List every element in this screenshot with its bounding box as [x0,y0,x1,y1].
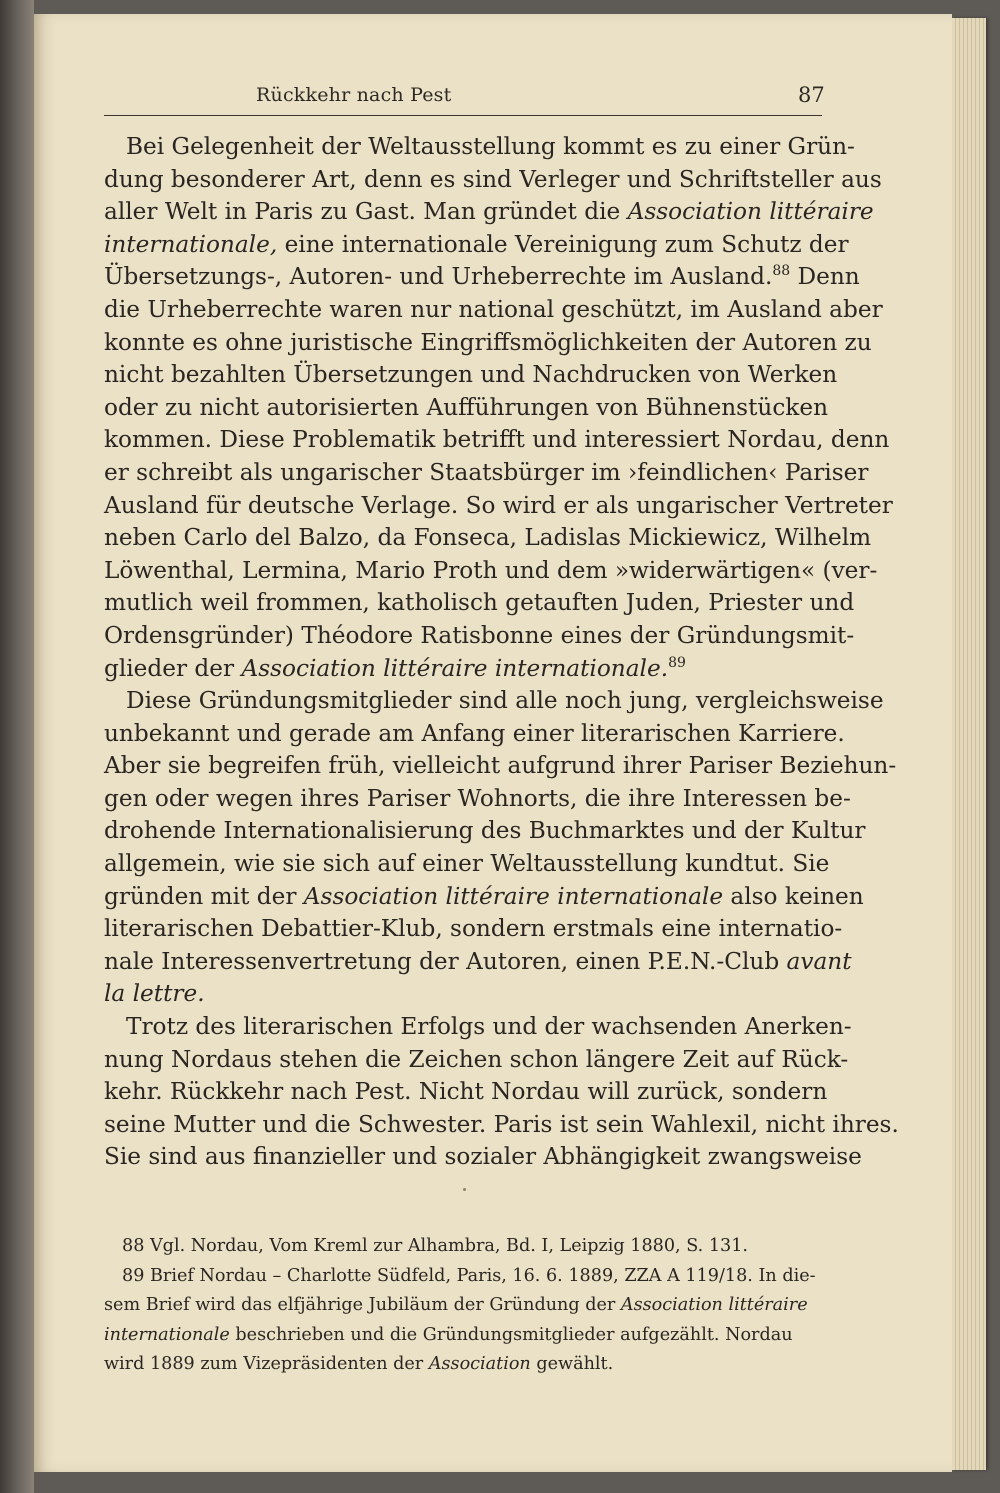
body-line: Aber sie begreifen früh, vielleicht aufgrund ihrer Pariser Beziehun- [104,752,897,780]
body-line: internationale, eine internationale Vereinigung zum Schutz der [104,230,849,258]
body-line: glieder der Association littéraire internationale.$^{89}$ [104,654,686,682]
footnote-89-line: sem Brief wird das elfjährige Jubiläum der Gründung der Association littéraire [104,1295,808,1315]
footnote-89-line: 89 Brief Nordau – Charlotte Südfeld, Paris, 16. 6. 1889, ZZA A 119/18. In die- [122,1265,816,1286]
body-line: Trotz des literarischen Erfolgs und der wachsenden Anerken- [126,1013,852,1041]
body-line: mutlich weil frommen, katholisch getauften Juden, Priester und [104,589,855,617]
body-line: er schreibt als ungarischer Staatsbürger im ›feindlichen‹ Pariser [104,458,869,486]
body-line: Löwenthal, Lermina, Mario Proth und dem »widerwärtigen« (ver- [104,556,878,584]
body-line: Übersetzungs-, Autoren- und Urheberrechte im Ausland.$^{88}$ Denn [104,263,860,291]
body-line: dung besonderer Art, denn es sind Verleger und Schriftsteller aus [104,165,882,193]
body-line: la lettre. [104,980,205,1008]
body-line: nicht bezahlten Übersetzungen und Nachdrucken von Werken [104,361,838,389]
body-line: konnte es ohne juristische Eingriffsmöglichkeiten der Autoren zu [104,328,872,356]
body-line: die Urheberrechte waren nur national geschützt, im Ausland aber [104,295,883,323]
body-line: seine Mutter und die Schwester. Paris ist sein Wahlexil, nicht ihres. [104,1110,899,1138]
body-line: Ordensgründer) Théodore Ratisbonne eines der Gründungsmit- [104,621,855,649]
footnote-ref-89: 89 [668,654,686,671]
body-text [104,131,899,1174]
body-line: neben Carlo del Balzo, da Fonseca, Ladislas Mickiewicz, Wilhelm [104,524,872,552]
body-line: nale Interessenvertretung der Autoren, einen P.E.N.-Club avant [104,947,852,975]
running-title: Rückkehr nach Pest [256,84,452,106]
footnote-89-line: wird 1889 zum Vizepräsidenten der Association gewählt. [104,1354,614,1374]
body-line: Ausland für deutsche Verlage. So wird er als ungarischer Vertreter [104,491,893,519]
body-line: drohende Internationalisierung des Buchmarktes und der Kultur [104,817,866,845]
body-line: oder zu nicht autorisierten Aufführungen von Bühnenstücken [104,393,829,421]
body-line: gen oder wegen ihres Pariser Wohnorts, die ihre Interessen be- [104,784,851,812]
page-stack-edge [952,18,986,1470]
body-line: Bei Gelegenheit der Weltausstellung kommt es zu einer Grün- [126,133,855,160]
body-line: aller Welt in Paris zu Gast. Man gründet die Association littéraire [104,198,874,226]
footnotes [104,1232,822,1380]
footnote-ref-88: 88 [772,263,791,280]
body-line: allgemein, wie sie sich auf einer Weltausstellung kundtut. Sie [104,850,830,878]
page-number: 87 [798,83,825,107]
body-line: Diese Gründungsmitglieder sind alle noch jung, vergleichsweise [126,687,884,715]
body-line: unbekannt und gerade am Anfang einer literarischen Karriere. [104,719,845,747]
body-line: Sie sind aus finanzieller und sozialer Abhängigkeit zwangsweise [104,1143,862,1171]
body-line: kommen. Diese Problematik betrifft und interessiert Nordau, denn [104,426,890,454]
paper-speck [463,1188,466,1191]
header-rule [104,115,822,116]
body-line: kehr. Rückkehr nach Pest. Nicht Nordau will zurück, sondern [104,1078,828,1106]
body-line: literarischen Debattier-Klub, sondern erstmals eine internatio- [104,915,843,943]
footnote-89-line: internationale beschrieben und die Gründungsmitglieder aufgezählt. Nordau [104,1324,793,1345]
footnote-88: 88 Vgl. Nordau, Vom Kreml zur Alhambra, Bd. I, Leipzig 1880, S. 131. [122,1236,749,1256]
body-line: gründen mit der Association littéraire internationale also keinen [104,882,864,910]
body-line: nung Nordaus stehen die Zeichen schon längere Zeit auf Rück- [104,1045,849,1073]
scan-background-edge [0,0,34,1493]
